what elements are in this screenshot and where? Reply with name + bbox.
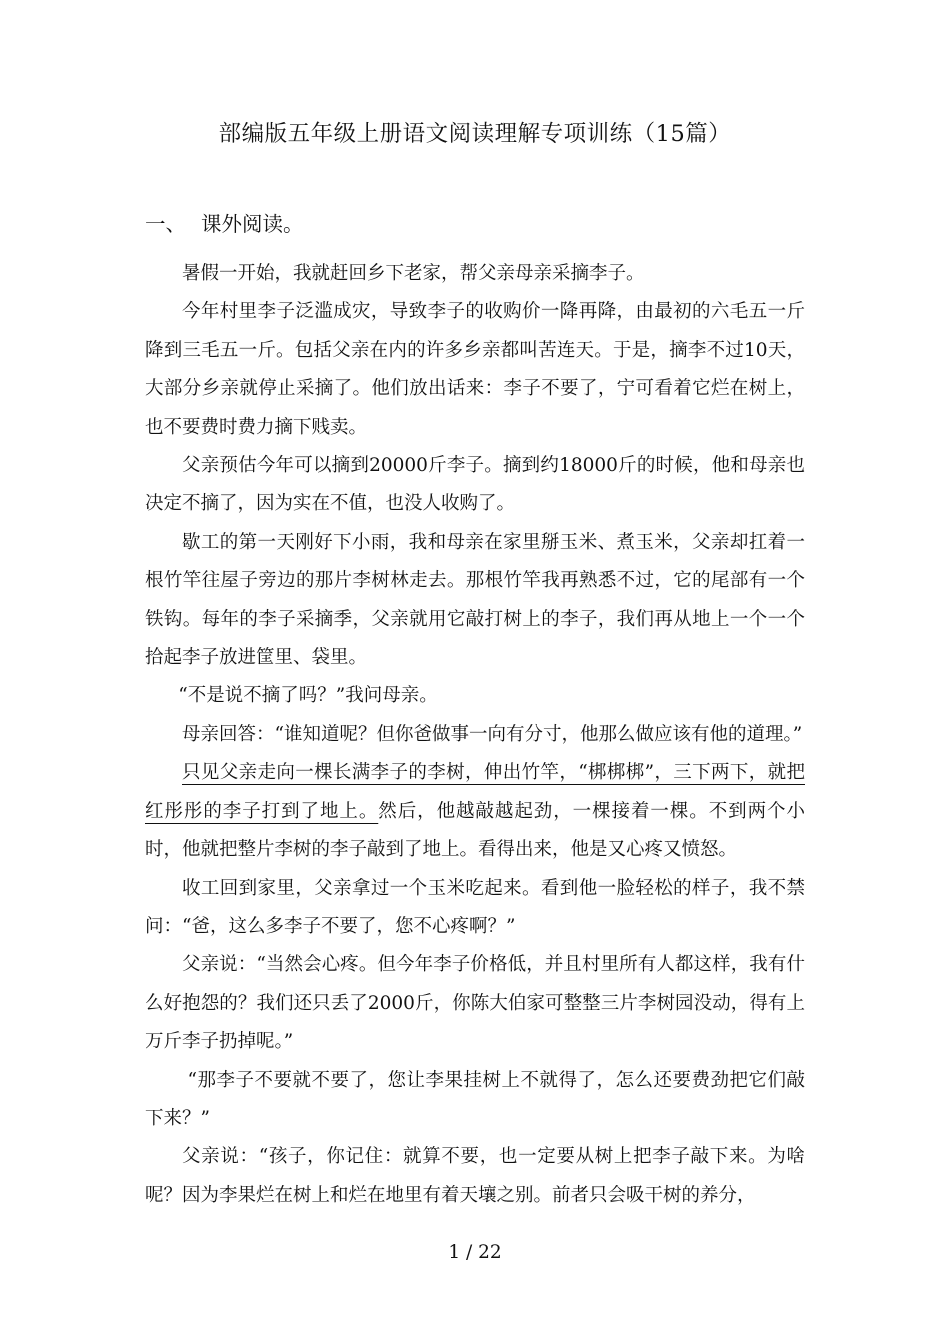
underlined-sentence: 只见父亲走向一棵长满李子的李树，伸出竹竿，“梆梆梆”，三下两下，就把红彤彤的李子打到了地上。 <box>145 762 805 822</box>
paragraph: “那李子不要就不要了，您让李果挂树上不就得了，怎么还要费劲把它们敲下来？” <box>145 1069 805 1129</box>
paragraph: 今年村里李子泛滥成灾，导致李子的收购价一降再降，由最初的六毛五一斤降到三毛五一斤。包括父亲在内的许多乡亲都叫苦连天。于是，摘李不过10天，大部分乡亲就停止采摘了。他们放出话来：李子不要了，宁可看着它烂在树上，也不要费时费力摘下贱卖。 <box>145 301 805 438</box>
paragraph: 父亲说：“当然会心疼。但今年李子价格低，并且村里所有人都这样，我有什么好抱怨的？我们还只丢了2000斤，你陈大伯家可整整三片李树园没动，得有上万斤李子扔掉呢。” <box>145 954 805 1053</box>
paragraph-continuation: 然后，他越敲越起劲，一棵接着一棵。不到两个小时，他就把整片李树的李子敲到了地上。看得出来，他是又心疼又愤怒。 <box>145 800 805 861</box>
section-heading <box>145 207 304 241</box>
paragraph: “不是说不摘了吗？”我问母亲。 <box>178 685 438 707</box>
section-title: 课外阅读。 <box>201 212 304 236</box>
page-number: 1 / 22 <box>448 1242 502 1263</box>
paragraph: 父亲预估今年可以摘到20000斤李子。摘到约18000斤的时候，他和母亲也决定不摘了，因为实在不值，也没人收购了。 <box>145 455 805 515</box>
paragraph: 歇工的第一天刚好下小雨，我和母亲在家里掰玉米、煮玉米，父亲却扛着一根竹竿往屋子旁边的那片李树林走去。那根竹竿我再熟悉不过，它的尾部有一个铁钩。每年的李子采摘季，父亲就用它敲打树上的李子，我们再从地上一个一个拾起李子放进筐里、袋里。 <box>145 531 805 669</box>
paragraph: 母亲回答：“谁知道呢？但你爸做事一向有分寸，他那么做应该有他的道理。” <box>182 723 803 745</box>
paragraph: 暑假一开始，我就赶回乡下老家，帮父亲母亲采摘李子。 <box>182 263 645 284</box>
article-body <box>145 255 805 1215</box>
paragraph: 父亲说：“孩子，你记住：就算不要，也一定要从树上把李子敲下来。为啥呢？因为李果烂在树上和烂在地里有着天壤之别。前者只会吸干树的养分， <box>145 1146 805 1206</box>
paragraph: 收工回到家里，父亲拿过一个玉米吃起来。看到他一脸轻松的样子，我不禁问：“爸，这么多李子不要了，您不心疼啊？” <box>145 877 805 937</box>
paragraph-underlined <box>145 754 805 869</box>
document-title: 部编版五年级上册语文阅读理解专项训练（15篇） <box>218 121 732 147</box>
section-number: 一、 <box>145 212 186 236</box>
